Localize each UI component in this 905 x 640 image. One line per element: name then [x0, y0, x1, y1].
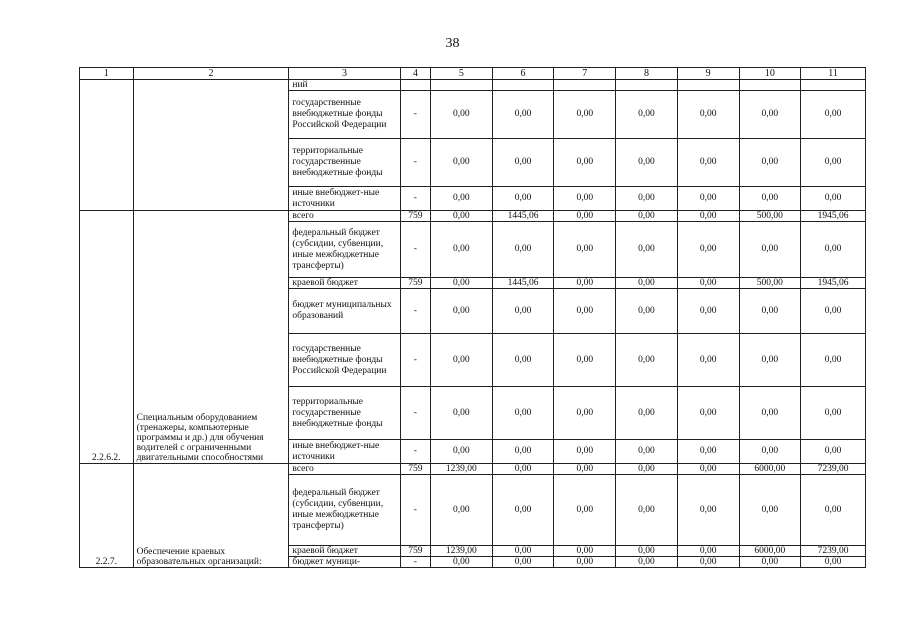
funding-source: территориальные государственные внебюджетные фонды — [289, 139, 400, 187]
column-4-cell: - — [400, 222, 430, 278]
page-number: 38 — [445, 36, 460, 51]
funding-source: территориальные государственные внебюджетные фонды — [289, 387, 400, 440]
value-cell: 0,00 — [739, 387, 801, 440]
value-cell: 0,00 — [801, 387, 866, 440]
funding-source: всего — [289, 464, 400, 475]
funding-source: государственные внебюджетные фонды Российской Федерации — [289, 334, 400, 387]
value-cell: 0,00 — [677, 546, 739, 557]
table-row — [80, 211, 866, 222]
table-row — [80, 464, 866, 475]
column-number-row — [80, 68, 866, 80]
column-4-cell: - — [400, 139, 430, 187]
value-cell: 1945,06 — [801, 211, 866, 222]
column-header: 9 — [677, 68, 739, 80]
value-cell: 1239,00 — [431, 546, 493, 557]
column-header: 2 — [133, 68, 289, 80]
value-cell: 500,00 — [739, 211, 801, 222]
value-cell: 0,00 — [801, 222, 866, 278]
value-cell: 0,00 — [616, 211, 678, 222]
value-cell: 0,00 — [677, 91, 739, 139]
value-cell: 0,00 — [801, 475, 866, 546]
value-cell: 0,00 — [492, 557, 554, 568]
column-header: 10 — [739, 68, 801, 80]
value-cell: 0,00 — [492, 464, 554, 475]
funding-source: федеральный бюджет (субсидии, субвенции, иные межбюджетные трансферты) — [289, 475, 400, 546]
value-cell: 0,00 — [492, 91, 554, 139]
value-cell: 0,00 — [616, 387, 678, 440]
value-cell: 0,00 — [431, 187, 493, 211]
value-cell: 0,00 — [554, 387, 616, 440]
value-cell: 0,00 — [431, 289, 493, 334]
column-4-cell: - — [400, 387, 430, 440]
measure-code: 2.2.7. — [80, 464, 134, 568]
column-4-cell: - — [400, 187, 430, 211]
value-cell: 0,00 — [616, 464, 678, 475]
value-cell: 0,00 — [492, 546, 554, 557]
value-cell — [739, 80, 801, 91]
value-cell: 0,00 — [431, 557, 493, 568]
measure-name: Обеспечение краевых образовательных организаций: — [133, 464, 289, 568]
value-cell: 1239,00 — [431, 464, 493, 475]
value-cell: 0,00 — [554, 139, 616, 187]
value-cell: 0,00 — [492, 289, 554, 334]
value-cell: 0,00 — [554, 557, 616, 568]
value-cell: 0,00 — [431, 91, 493, 139]
column-4-cell: - — [400, 334, 430, 387]
column-4-cell: 759 — [400, 464, 430, 475]
value-cell: 0,00 — [739, 475, 801, 546]
funding-source: федеральный бюджет (субсидии, субвенции, иные межбюджетные трансферты) — [289, 222, 400, 278]
value-cell: 0,00 — [739, 187, 801, 211]
value-cell — [801, 80, 866, 91]
value-cell: 0,00 — [431, 334, 493, 387]
column-header: 3 — [289, 68, 400, 80]
column-4-cell: - — [400, 289, 430, 334]
value-cell: 7239,00 — [801, 464, 866, 475]
value-cell: 0,00 — [554, 222, 616, 278]
value-cell: 0,00 — [677, 289, 739, 334]
column-4-cell: - — [400, 557, 430, 568]
value-cell: 0,00 — [616, 187, 678, 211]
funding-source: ний — [289, 80, 400, 91]
table-row — [80, 80, 866, 91]
value-cell: 0,00 — [554, 211, 616, 222]
value-cell: 0,00 — [554, 187, 616, 211]
value-cell: 0,00 — [492, 475, 554, 546]
value-cell: 0,00 — [554, 91, 616, 139]
value-cell: 0,00 — [677, 278, 739, 289]
column-4-cell: - — [400, 440, 430, 464]
value-cell: 0,00 — [801, 139, 866, 187]
value-cell: 1945,06 — [801, 278, 866, 289]
value-cell: 0,00 — [677, 387, 739, 440]
value-cell: 0,00 — [492, 139, 554, 187]
measure-name — [133, 80, 289, 211]
value-cell: 0,00 — [616, 222, 678, 278]
value-cell: 0,00 — [431, 222, 493, 278]
value-cell: 0,00 — [492, 334, 554, 387]
value-cell: 0,00 — [739, 91, 801, 139]
value-cell: 0,00 — [554, 278, 616, 289]
column-4-cell: 759 — [400, 278, 430, 289]
value-cell: 0,00 — [554, 464, 616, 475]
value-cell: 0,00 — [554, 334, 616, 387]
value-cell: 0,00 — [801, 334, 866, 387]
column-header: 6 — [492, 68, 554, 80]
column-4-cell: - — [400, 475, 430, 546]
value-cell: 0,00 — [739, 334, 801, 387]
funding-source: бюджет муници- — [289, 557, 400, 568]
value-cell: 0,00 — [616, 334, 678, 387]
value-cell: 0,00 — [431, 211, 493, 222]
value-cell: 1445,06 — [492, 211, 554, 222]
value-cell — [492, 80, 554, 91]
value-cell: 0,00 — [616, 557, 678, 568]
value-cell: 0,00 — [677, 440, 739, 464]
value-cell: 0,00 — [801, 289, 866, 334]
value-cell: 0,00 — [677, 222, 739, 278]
value-cell: 0,00 — [554, 546, 616, 557]
value-cell: 0,00 — [431, 475, 493, 546]
value-cell: 0,00 — [431, 440, 493, 464]
column-header: 5 — [431, 68, 493, 80]
value-cell: 0,00 — [616, 91, 678, 139]
table-body — [80, 80, 866, 568]
funding-source: государственные внебюджетные фонды Российской Федерации — [289, 91, 400, 139]
value-cell: 0,00 — [431, 278, 493, 289]
funding-source: иные внебюджет-ные источники — [289, 187, 400, 211]
column-4-cell — [400, 80, 430, 91]
column-header: 11 — [801, 68, 866, 80]
value-cell: 0,00 — [739, 557, 801, 568]
column-header: 7 — [554, 68, 616, 80]
value-cell: 0,00 — [616, 278, 678, 289]
value-cell: 0,00 — [801, 440, 866, 464]
value-cell: 0,00 — [492, 187, 554, 211]
value-cell: 500,00 — [739, 278, 801, 289]
value-cell: 6000,00 — [739, 464, 801, 475]
value-cell: 0,00 — [616, 139, 678, 187]
column-4-cell: 759 — [400, 546, 430, 557]
value-cell: 0,00 — [739, 440, 801, 464]
value-cell: 0,00 — [677, 557, 739, 568]
value-cell: 0,00 — [616, 546, 678, 557]
funding-source: краевой бюджет — [289, 546, 400, 557]
column-header: 8 — [616, 68, 678, 80]
funding-source: иные внебюджет-ные источники — [289, 440, 400, 464]
value-cell: 0,00 — [492, 222, 554, 278]
value-cell: 0,00 — [431, 139, 493, 187]
value-cell — [431, 80, 493, 91]
value-cell: 0,00 — [677, 211, 739, 222]
value-cell: 6000,00 — [739, 546, 801, 557]
value-cell: 0,00 — [801, 557, 866, 568]
column-header: 1 — [80, 68, 134, 80]
value-cell: 0,00 — [739, 139, 801, 187]
value-cell: 0,00 — [616, 289, 678, 334]
value-cell: 7239,00 — [801, 546, 866, 557]
measure-name: Специальным оборудованием (тренажеры, компьютерные программы и др.) для обучения водителей с ограниченными двигательными способностями — [133, 211, 289, 464]
value-cell: 0,00 — [616, 475, 678, 546]
value-cell: 0,00 — [554, 440, 616, 464]
value-cell: 0,00 — [677, 187, 739, 211]
value-cell — [677, 80, 739, 91]
value-cell: 0,00 — [677, 464, 739, 475]
value-cell: 0,00 — [677, 334, 739, 387]
value-cell: 0,00 — [554, 289, 616, 334]
column-4-cell: - — [400, 91, 430, 139]
column-header: 4 — [400, 68, 430, 80]
value-cell: 0,00 — [554, 475, 616, 546]
funding-source: бюджет муниципальных образований — [289, 289, 400, 334]
value-cell: 1445,06 — [492, 278, 554, 289]
value-cell — [554, 80, 616, 91]
value-cell: 0,00 — [616, 440, 678, 464]
value-cell: 0,00 — [739, 222, 801, 278]
budget-table — [79, 67, 866, 568]
value-cell: 0,00 — [492, 440, 554, 464]
value-cell: 0,00 — [677, 475, 739, 546]
column-4-cell: 759 — [400, 211, 430, 222]
value-cell: 0,00 — [677, 139, 739, 187]
value-cell: 0,00 — [801, 91, 866, 139]
value-cell: 0,00 — [801, 187, 866, 211]
value-cell: 0,00 — [431, 387, 493, 440]
funding-source: всего — [289, 211, 400, 222]
measure-code: 2.2.6.2. — [80, 211, 134, 464]
value-cell: 0,00 — [492, 387, 554, 440]
value-cell — [616, 80, 678, 91]
value-cell: 0,00 — [739, 289, 801, 334]
measure-code — [80, 80, 134, 211]
funding-source: краевой бюджет — [289, 278, 400, 289]
